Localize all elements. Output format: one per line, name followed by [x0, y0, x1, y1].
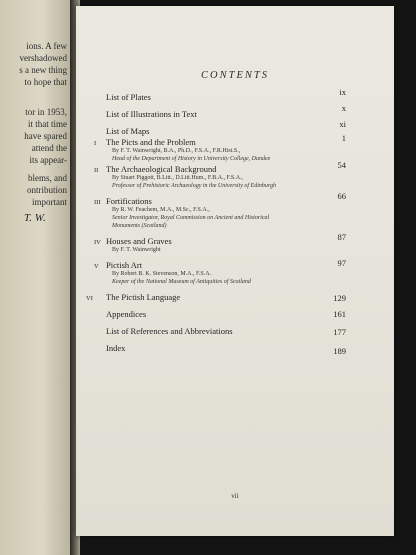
chapter-page: 97 [337, 258, 346, 268]
facing-page-line: it that time [28, 119, 67, 129]
facing-page-signature: T. W. [24, 212, 46, 224]
chapter-numeral: II [94, 167, 99, 174]
facing-page-line: have spared [24, 131, 67, 141]
chapter-title: The Picts and the Problem [106, 137, 196, 147]
chapter-title: Fortifications [106, 196, 152, 206]
toc-entry-label: List of Maps [106, 126, 150, 136]
toc-entry-label: List of References and Abbreviations [106, 326, 233, 336]
facing-page-line: important [32, 197, 67, 207]
facing-page-line: s a new thing [19, 65, 67, 75]
chapter-title: Houses and Graves [106, 236, 172, 246]
facing-page-line: blems, and [28, 173, 67, 183]
chapter-title: The Pictish Language [106, 292, 181, 302]
chapter-title: The Archaeological Background [106, 164, 217, 174]
toc-entry-label: Index [106, 343, 126, 353]
toc-entry-page: x [341, 103, 346, 113]
chapter-page: 66 [337, 191, 346, 201]
toc-entry-page: 177 [333, 327, 346, 337]
chapter-numeral: IV [94, 239, 101, 246]
page-title: CONTENTS [201, 70, 269, 81]
chapter-page: 129 [333, 293, 346, 303]
facing-page-line: attend the [31, 143, 67, 153]
chapter-affiliation: Senior Investigator, Royal Commission on Ancient and Historical [112, 215, 270, 221]
chapter-author: By R. W. Feachem, M.A., M.Sc., F.S.A., [112, 207, 210, 213]
toc-entry-page: ix [339, 87, 346, 97]
chapter-numeral: V [94, 263, 99, 270]
chapter-affiliation: Keeper of the National Museum of Antiquities of Scotland [112, 279, 251, 285]
chapter-affiliation: Professor of Prehistoric Archaeology in the University of Edinburgh [112, 183, 276, 189]
facing-page-line: to hope that [24, 77, 67, 87]
facing-page-line: its appear- [29, 155, 67, 165]
chapter-author: By F. T. Wainwright, B.A., Ph.D., F.S.A., F.R.Hist.S., [112, 148, 241, 154]
chapter-title: Pictish Art [106, 260, 143, 270]
chapter-affiliation: Head of the Department of History in University College, Dundee [112, 156, 271, 162]
chapter-numeral: I [94, 140, 97, 147]
chapter-page: 1 [341, 133, 346, 143]
facing-page [0, 0, 70, 555]
chapter-author: By Robert B. K. Stevenson, M.A., F.S.A. [112, 271, 212, 277]
chapter-author: By Stuart Piggott, B.Litt., D.Litt.Hum., F.B.A., F.S.A., [112, 175, 244, 181]
chapter-numeral: VI [86, 295, 93, 302]
facing-page-line: tor in 1953, [25, 107, 67, 117]
toc-entry-page: 189 [333, 346, 346, 356]
chapter-affiliation-cont: Monuments (Scotland) [112, 223, 167, 229]
chapter-page: 54 [337, 160, 346, 170]
contents-page [76, 6, 394, 536]
chapter-numeral: III [94, 199, 101, 206]
chapter-page: 87 [337, 232, 346, 242]
toc-entry-page: 161 [333, 309, 346, 319]
page-folio: vii [231, 492, 239, 500]
facing-page-line: ions. A few [26, 41, 67, 51]
chapter-author: By F. T. Wainwright [112, 247, 161, 253]
toc-entry-label: List of Illustrations in Text [106, 109, 197, 119]
facing-page-line: ontribution [27, 185, 67, 195]
facing-page-line: vershadowed [19, 53, 67, 63]
toc-entry-label: List of Plates [106, 92, 151, 102]
toc-entry-label: Appendices [106, 309, 147, 319]
toc-entry-page: xi [339, 119, 346, 129]
